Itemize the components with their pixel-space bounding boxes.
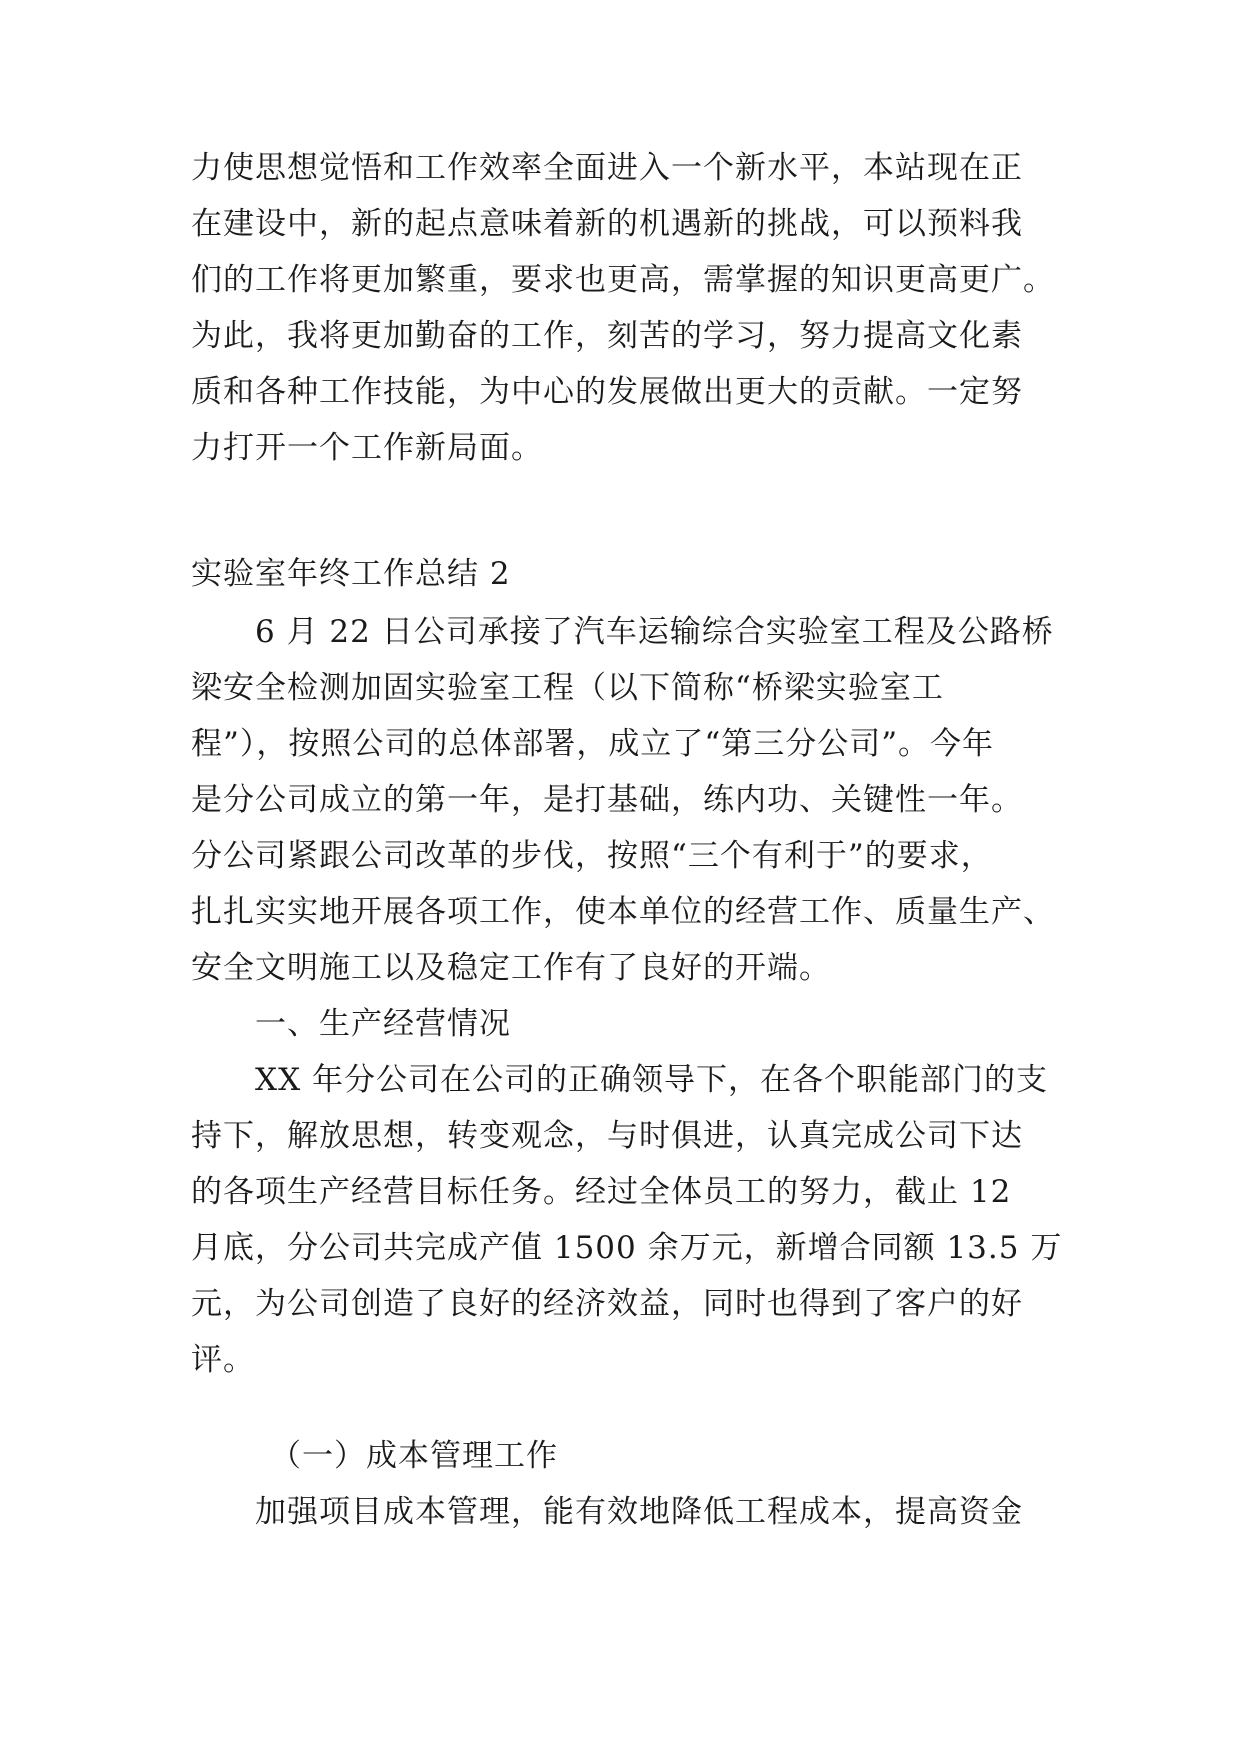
paragraph-2-line-7: 安全文明施工以及稳定工作有了良好的开端。: [191, 950, 831, 986]
paragraph-1-line-3: 们的工作将更加繁重，要求也更高，需掌握的知识更高更广。: [191, 262, 1055, 298]
paragraph-1-line-6: 力打开一个工作新局面。: [191, 430, 543, 466]
paragraph-3-line-2: 持下，解放思想，转变观念，与时俱进，认真完成公司下达: [191, 1118, 1023, 1154]
paragraph-3-line-3: 的各项生产经营目标任务。经过全体员工的努力，截止 12: [191, 1174, 1012, 1210]
paragraph-1-line-2: 在建设中，新的起点意味着新的机遇新的挑战，可以预料我: [191, 206, 1023, 242]
heading-production-operation: 一、生产经营情况: [255, 1006, 511, 1042]
paragraph-1-line-4: 为此，我将更加勤奋的工作，刻苦的学习，努力提高文化素: [191, 318, 1023, 354]
paragraph-3-line-6: 评。: [191, 1342, 255, 1378]
paragraph-1-line-1: 力使思想觉悟和工作效率全面进入一个新水平，本站现在正: [191, 150, 1023, 186]
paragraph-4-line-1: 加强项目成本管理，能有效地降低工程成本，提高资金: [255, 1494, 1023, 1530]
paragraph-1-line-5: 质和各种工作技能，为中心的发展做出更大的贡献。一定努: [191, 374, 1023, 410]
paragraph-2-line-4: 是分公司成立的第一年，是打基础，练内功、关键性一年。: [191, 782, 1023, 818]
paragraph-2-line-3: 程”），按照公司的总体部署，成立了“第三分公司”。今年: [191, 726, 995, 762]
paragraph-3-line-1: XX 年分公司在公司的正确领导下，在各个职能部门的支: [255, 1062, 1048, 1098]
paragraph-2-line-5: 分公司紧跟公司改革的步伐，按照“三个有利于”的要求，: [191, 838, 993, 874]
section-title: 实验室年终工作总结 2: [191, 556, 511, 592]
paragraph-2-line-2: 梁安全检测加固实验室工程（以下简称“桥梁实验室工: [191, 670, 944, 706]
paragraph-2-line-6: 扎扎实实地开展各项工作，使本单位的经营工作、质量生产、: [191, 894, 1055, 930]
paragraph-2-line-1: 6 月 22 日公司承接了汽车运输综合实验室工程及公路桥: [255, 614, 1054, 650]
heading-cost-management: （一）成本管理工作: [270, 1438, 558, 1474]
paragraph-3-line-5: 元，为公司创造了良好的经济效益，同时也得到了客户的好: [191, 1286, 1023, 1322]
paragraph-3-line-4: 月底，分公司共完成产值 1500 余万元，新增合同额 13.5 万: [191, 1230, 1063, 1266]
